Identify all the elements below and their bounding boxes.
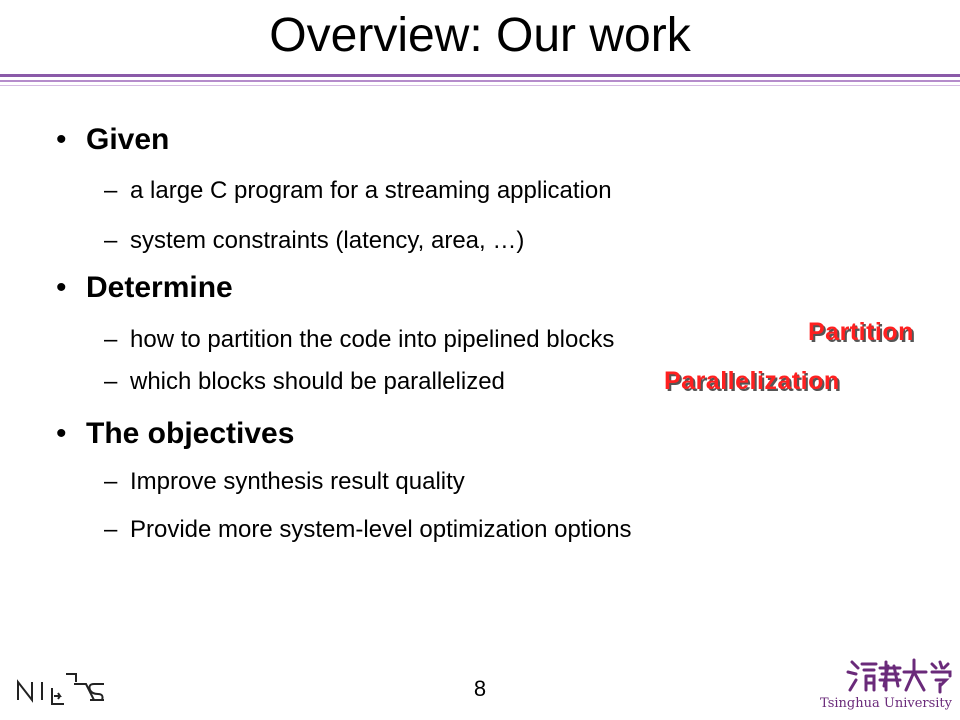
page-number: 8 [473,676,487,701]
sub-dash: – [104,326,118,353]
sub-item-text: Improve synthesis result quality [130,468,465,495]
bullet-dot: • [56,271,67,304]
sub-item [104,367,505,397]
slide-title: Overview: Our work [269,9,691,62]
sub-dash: – [104,516,118,543]
sub-dash: – [104,368,118,395]
sub-item-text: a large C program for a streaming application [130,177,612,204]
bullet-dot: • [56,123,67,156]
tsinghua-logo [818,656,954,716]
sub-item [104,176,612,206]
sub-dash: – [104,227,118,254]
bullet-heading: Given [86,123,170,156]
tsinghua-calligraphy-logo-icon [818,656,954,696]
sub-item-text: system constraints (latency, area, …) [130,227,525,254]
bullet-objectives [56,416,294,452]
sub-item-text: how to partition the code into pipelined blocks [130,326,615,353]
sub-item-text: Provide more system-level optimization options [130,516,632,543]
sub-dash: – [104,468,118,495]
tsinghua-university-text: Tsinghua University [819,696,952,711]
title-divider-tertiary [0,85,960,86]
nics-logo-icon [14,668,114,713]
bullet-dot: • [56,417,67,450]
sub-item [104,226,524,256]
parallelization-tag: Parallelization [664,367,840,395]
sub-item-text: which blocks should be parallelized [130,368,505,395]
sub-item [104,325,614,355]
bullet-given [56,122,169,158]
sub-item [104,467,465,497]
bullet-heading: The objectives [86,417,295,450]
partition-tag: Partition [808,318,914,346]
sub-item [104,515,632,545]
title-divider [0,74,960,77]
title-divider-secondary [0,80,960,82]
bullet-determine [56,270,233,306]
sub-dash: – [104,177,118,204]
bullet-heading: Determine [86,271,233,304]
